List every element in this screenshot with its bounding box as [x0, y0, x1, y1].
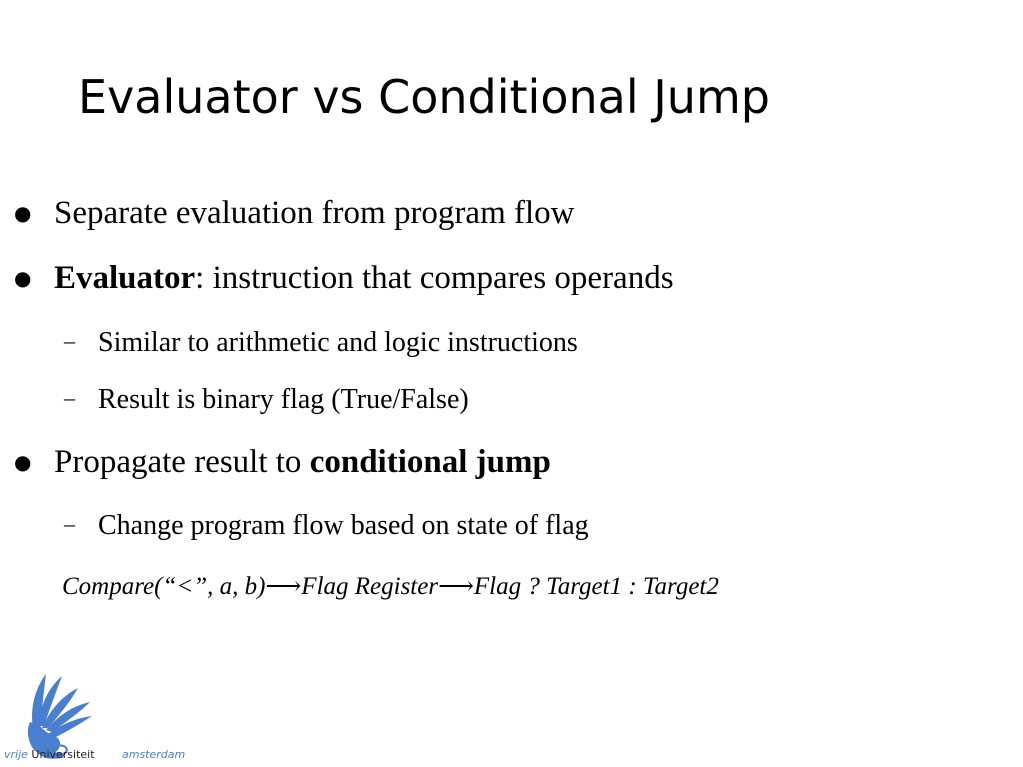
bullet-3-bold: conditional jump [309, 444, 551, 480]
bullet-dot: ● [14, 450, 32, 474]
bullet-dot: ● [14, 201, 32, 225]
bullet-2-bold: Evaluator [54, 260, 196, 296]
sub-bullet-dash: – [64, 328, 75, 353]
bullet-2 [54, 258, 674, 298]
sub-bullet-2: Result is binary flag (True/False) [98, 384, 469, 415]
formula: Compare(“<”, a, b)⟶Flag Register⟶Flag ? Target1 : Target2 [62, 573, 719, 600]
bullet-3-text: Propagate result to [54, 444, 310, 480]
logo-wordmark [4, 748, 95, 761]
sub-bullet-dash: – [64, 511, 75, 536]
bullet-2-text: : instruction that compares operands [195, 260, 674, 296]
bullet-1 [54, 193, 574, 233]
logo-word-universiteit: Universiteit [31, 748, 95, 761]
sub-bullet-1: Similar to arithmetic and logic instructions [98, 327, 578, 358]
bullet-dot: ● [14, 266, 32, 290]
logo-word-vrije: vrije [4, 748, 28, 761]
slide-title: Evaluator vs Conditional Jump [78, 70, 770, 124]
sub-bullet-3: Change program flow based on state of flag [98, 510, 589, 541]
logo-word-amsterdam: amsterdam [122, 748, 186, 761]
bullet-3 [54, 442, 551, 482]
bullet-1-text: Separate evaluation from program flow [54, 195, 575, 231]
sub-bullet-dash: – [64, 385, 75, 410]
